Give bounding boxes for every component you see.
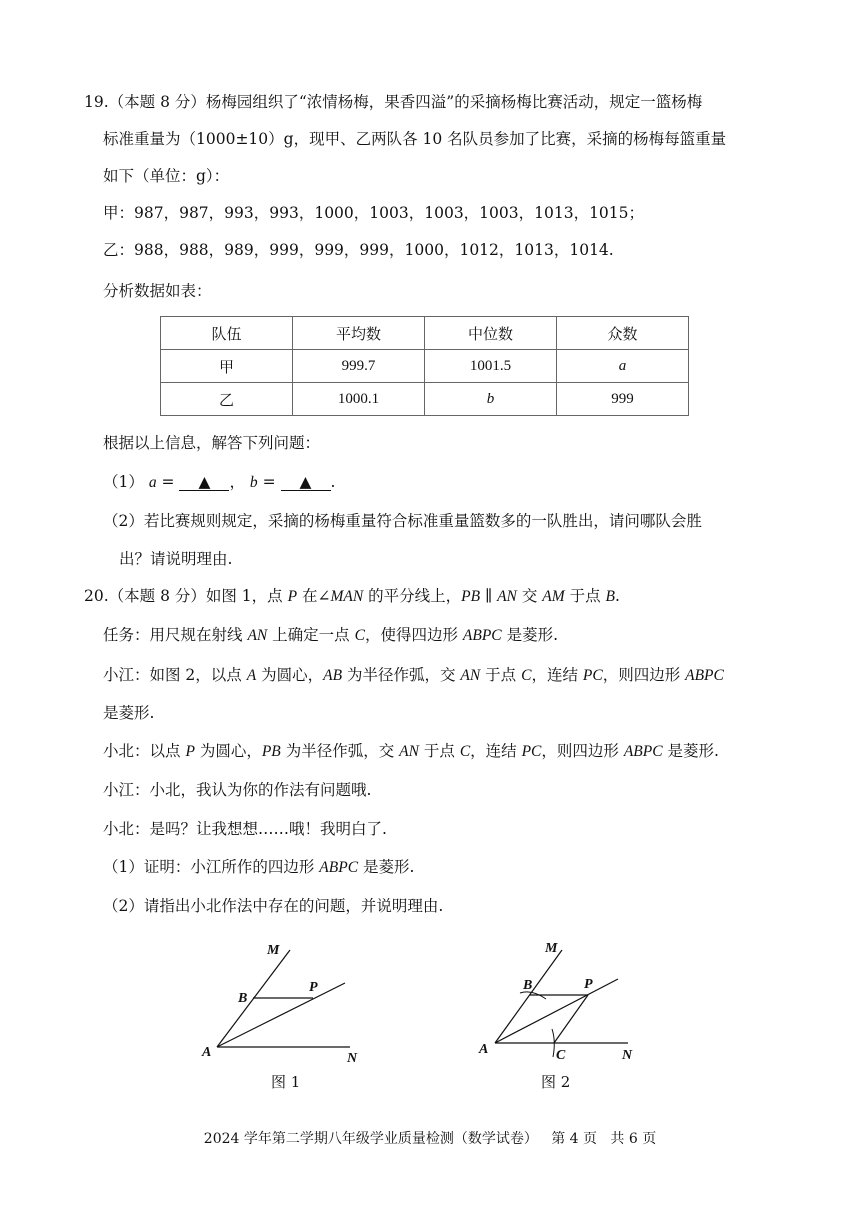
- text: 在∠: [297, 587, 331, 605]
- label-a: A: [202, 1045, 212, 1060]
- text: 为圆心，: [256, 666, 324, 684]
- text: 的平分线上，: [363, 587, 462, 605]
- text: 为半径作弧，交: [342, 666, 461, 684]
- q20-xiaobei-2: 小北：是吗？让我想想……哦！我明白了.: [103, 820, 387, 838]
- ray-ap: [217, 983, 345, 1047]
- text: 于点: [418, 742, 460, 760]
- q19-prompt: 根据以上信息，解答下列问题：: [103, 434, 321, 452]
- page-number: 第 4 页: [551, 1131, 598, 1147]
- q19-line-1: 19.（本题 8 分）杨梅园组织了“浓情杨梅，果香四溢”的采摘杨梅比赛活动，规定一篮杨梅: [84, 93, 703, 111]
- q19-line-3: 如下（单位：g）：: [103, 167, 230, 185]
- table-cell: 999: [557, 383, 689, 416]
- q20-part-1: [103, 857, 414, 878]
- separator: ，: [229, 473, 245, 491]
- text: 为圆心，: [194, 742, 262, 760]
- point-label: C: [354, 627, 365, 644]
- text: ，则四边形: [602, 666, 686, 684]
- angle-label: MAN: [330, 588, 364, 605]
- table-header-cell: 平均数: [293, 317, 425, 350]
- q20-task: [103, 625, 558, 646]
- table-header-cell: 众数: [557, 317, 689, 350]
- segment-pc: [554, 995, 588, 1043]
- text: ，连结: [470, 742, 522, 760]
- text: 于点: [480, 666, 522, 684]
- part-number: （1）: [103, 473, 144, 491]
- text: ，则四边形: [541, 742, 624, 760]
- q20-line-1: [84, 586, 620, 607]
- table-cell: 甲: [161, 350, 293, 383]
- point-label: C: [459, 743, 471, 760]
- figure-1-diagram: [195, 935, 365, 1070]
- shape-label: ABPC: [462, 627, 502, 644]
- text: 上确定一点: [267, 626, 355, 644]
- shape-label: ABPC: [319, 859, 359, 876]
- shape-label: ABPC: [623, 743, 663, 760]
- table-cell: 乙: [161, 383, 293, 416]
- table-header-cell: 队伍: [161, 317, 293, 350]
- table-cell: 999.7: [293, 350, 425, 383]
- table-header-row: [161, 317, 689, 350]
- parallel-symbol: ∥: [480, 587, 498, 605]
- label-m: M: [267, 943, 280, 958]
- segment-label: AN: [497, 588, 517, 605]
- footer-title: 2024 学年第二学期八年级学业质量检测（数学试卷）: [203, 1131, 538, 1147]
- segment-label: AM: [542, 588, 565, 605]
- ray-ap: [495, 979, 618, 1043]
- shape-label: ABPC: [685, 667, 724, 684]
- table-header-cell: 中位数: [425, 317, 557, 350]
- text: ，使得四边形: [364, 626, 463, 644]
- segment-label: PC: [582, 667, 603, 684]
- figure-1-caption: 图 1: [271, 1073, 301, 1091]
- point-label: A: [246, 667, 257, 684]
- text: .: [614, 587, 620, 605]
- label-c: C: [556, 1048, 566, 1063]
- q20-xiaojiang-1-line-2: 是菱形.: [103, 704, 155, 722]
- label-b: B: [238, 991, 248, 1006]
- label-p: P: [584, 977, 593, 992]
- var-b: b: [249, 474, 258, 491]
- segment-label: PC: [521, 743, 542, 760]
- point-label: P: [185, 743, 195, 760]
- label-m: M: [545, 941, 558, 956]
- segment-label: AN: [460, 667, 481, 684]
- q19-analysis-label: 分析数据如表：: [103, 282, 212, 300]
- q19-data-table: [160, 316, 689, 416]
- text: 为半径作弧，交: [280, 742, 400, 760]
- text: 交: [516, 587, 543, 605]
- equals-sign: =: [161, 473, 175, 491]
- text: （1）证明：小江所作的四边形: [103, 858, 320, 876]
- figure-2-diagram: [470, 933, 650, 1068]
- segment-label: AN: [247, 627, 268, 644]
- label-p: P: [309, 980, 318, 995]
- q19-part-2-line-1: （2）若比赛规则规定，采摘的杨梅重量符合标准重量篮数多的一队胜出，请问哪队会胜: [103, 512, 702, 530]
- var-a: a: [148, 474, 157, 491]
- table-row: [161, 383, 689, 416]
- q20-xiaojiang-1: [103, 665, 724, 686]
- text: 任务：用尺规在射线: [103, 626, 248, 644]
- q19-data-yi: 乙：988，988，989，999，999，999，1000，1012，1013，1014.: [103, 241, 614, 259]
- text: ，连结: [531, 666, 583, 684]
- text: 是菱形.: [358, 858, 415, 876]
- period: .: [330, 473, 336, 491]
- text: 是菱形.: [662, 742, 719, 760]
- point-label: B: [605, 588, 615, 605]
- answer-blank-b[interactable]: ▲: [281, 474, 331, 491]
- text: 小北：以点: [103, 742, 186, 760]
- label-a: A: [479, 1042, 489, 1057]
- segment-label: PB: [461, 588, 481, 605]
- segment-label: PB: [261, 743, 281, 760]
- label-n: N: [622, 1048, 633, 1063]
- text: 小江：如图 2，以点: [103, 666, 247, 684]
- q19-line-2: 标准重量为（1000±10）g，现甲、乙两队各 10 名队员参加了比赛，采摘的杨梅每篮重量: [103, 130, 727, 148]
- text: 20.（本题 8 分）如图 1，点: [84, 587, 288, 605]
- table-cell: a: [557, 350, 689, 383]
- label-n: N: [347, 1051, 358, 1066]
- label-b: B: [523, 978, 533, 993]
- answer-blank-a[interactable]: ▲: [179, 474, 229, 491]
- segment-label: AN: [399, 743, 419, 760]
- figure-2-caption: 图 2: [541, 1073, 571, 1091]
- page-footer: [0, 1128, 860, 1148]
- q20-part-2: （2）请指出小北作法中存在的问题，并说明理由.: [103, 897, 444, 915]
- q19-data-jia: 甲：987，987，993，993，1000，1003，1003，1003，1013，1015；: [103, 204, 645, 222]
- text: 于点: [564, 587, 606, 605]
- page-total: 共 6 页: [610, 1131, 657, 1147]
- text: 是菱形.: [501, 626, 558, 644]
- table-cell: b: [425, 383, 557, 416]
- table-row: [161, 350, 689, 383]
- equals-sign: =: [262, 473, 276, 491]
- q19-part-1: [103, 472, 335, 493]
- q19-part-2-line-2: 出？请说明理由.: [119, 550, 233, 568]
- q20-xiaobei-1: [103, 741, 719, 762]
- point-label: C: [521, 667, 532, 684]
- q20-xiaojiang-2: 小江：小北，我认为你的作法有问题哦.: [103, 781, 372, 799]
- point-label: P: [287, 588, 298, 605]
- table-cell: 1001.5: [425, 350, 557, 383]
- table-cell: 1000.1: [293, 383, 425, 416]
- segment-label: AB: [323, 667, 343, 684]
